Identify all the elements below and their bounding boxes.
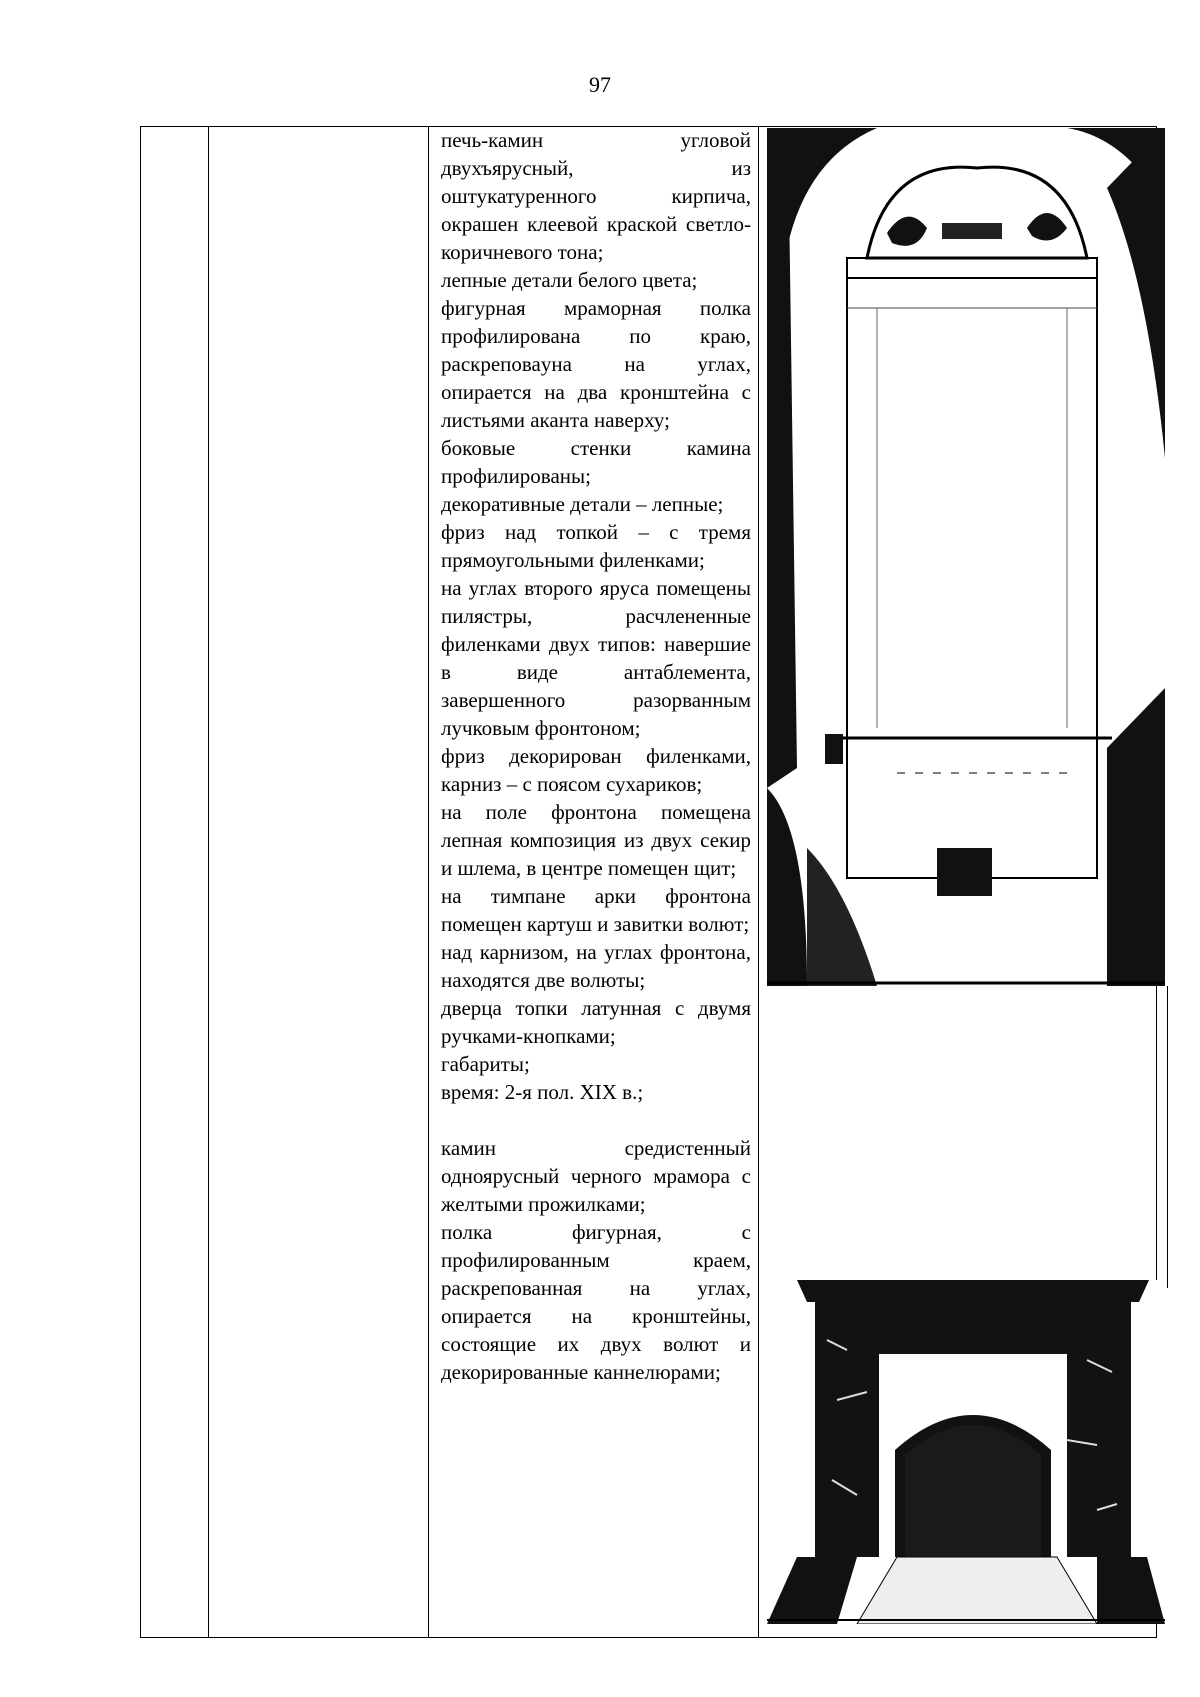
description-line: лепные детали белого цвета; (441, 268, 698, 292)
stove-fireplace-photo (767, 128, 1165, 986)
description-line: фриз декорирован филенками, карниз – с поясом сухариков; (441, 744, 751, 796)
marble-fireplace-photo (767, 1280, 1165, 1624)
spacer (441, 1106, 751, 1134)
description-line: на углах второго яруса помещены пилястры, расчлененные филенками двух типов: навершие в виде антаблемента, завершенного разорванным лучковым фронтоном; (441, 576, 751, 740)
column-divider (758, 127, 759, 1637)
object-description (441, 126, 751, 1386)
description-line: габариты; (441, 1052, 530, 1076)
description-line: печь-камин угловой двухъярусный, из оштукатуренного кирпича, окрашен клеевой краской светло-коричневого тона; (441, 128, 751, 264)
description-line: фриз над топкой – с тремя прямоугольными филенками; (441, 520, 751, 572)
description-line: над карнизом, на углах фронтона, находятся две волюты; (441, 940, 751, 992)
description-line: время: 2-я пол. XIX в.; (441, 1080, 644, 1104)
description-line: дверца топки латунная с двумя ручками-кнопками; (441, 996, 751, 1048)
description-line: боковые стенки камина профилированы; (441, 436, 751, 488)
column-divider (208, 127, 209, 1637)
photo-frame-line (1167, 986, 1168, 1288)
description-line: фигурная мраморная полка профилирована по краю, раскреповаyна на углах, опирается на два кронштейна с листьями аканта наверху; (441, 296, 751, 432)
description-line: камин средистенный одноярусный черного мрамора с желтыми прожилками; (441, 1136, 751, 1216)
description-line: на поле фронтона помещена лепная композиция из двух секир и шлема, в центре помещен щит; (441, 800, 751, 880)
description-line: декоративные детали – лепные; (441, 492, 724, 516)
description-line: на тимпане арки фронтона помещен картуш и завитки волют; (441, 884, 751, 936)
column-divider (428, 127, 429, 1637)
page-number: 97 (589, 72, 611, 97)
description-line: полка фигурная, с профилированным краем, раскрепованная на углах, опирается на кронштейны, состоящие их двух волют и декорированные каннелюрами; (441, 1220, 751, 1384)
